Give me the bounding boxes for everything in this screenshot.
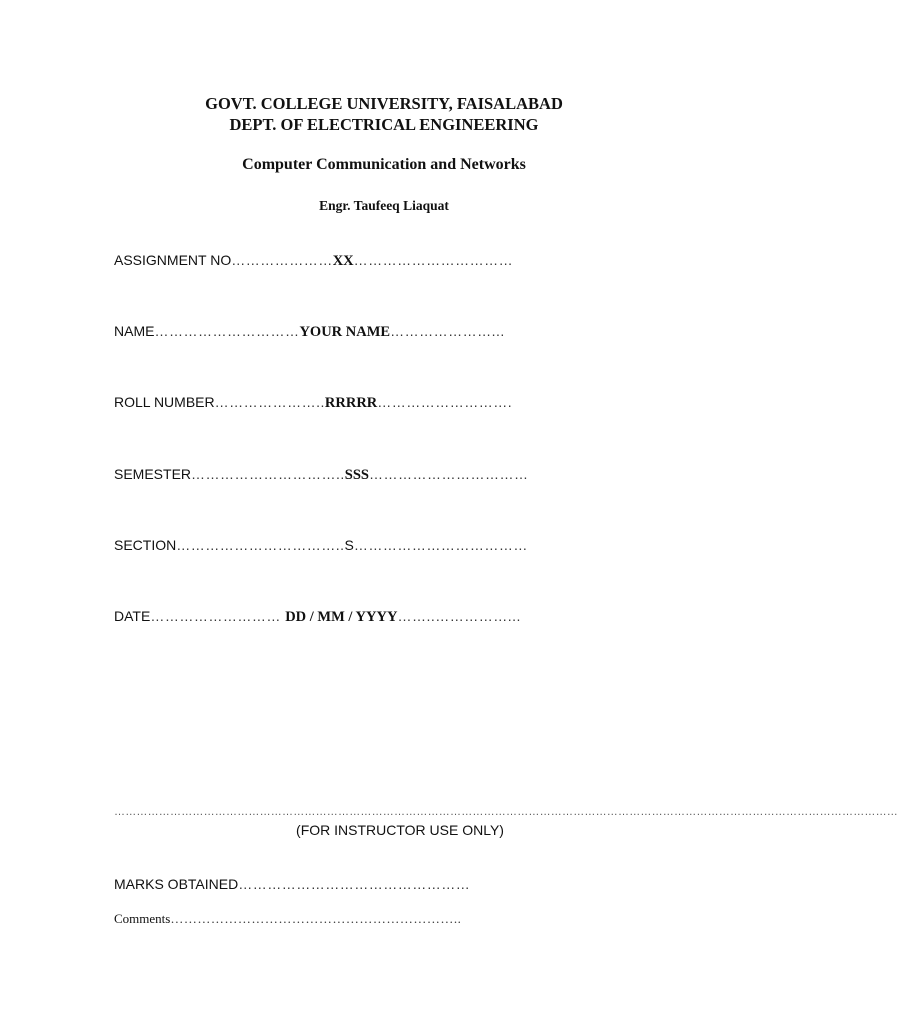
name-field (114, 322, 505, 341)
leader-dots: ………………………… (154, 323, 300, 339)
leader-dots: ……………………………… (353, 537, 528, 553)
roll-number-label: ROLL NUMBER (114, 394, 215, 410)
comments-field (114, 911, 461, 927)
instructor-use-note: (FOR INSTRUCTOR USE ONLY) (296, 822, 504, 838)
section-field (114, 536, 528, 554)
assignment-field (114, 251, 513, 270)
leader-dots: ……………………………………………………….. (170, 911, 462, 926)
marks-label: MARKS OBTAINED (114, 876, 239, 892)
roll-number-field (114, 393, 512, 412)
leader-dots: …………………………… (353, 252, 514, 268)
section-label: SECTION (114, 537, 177, 553)
date-label: DATE (114, 608, 151, 624)
leader-dots: ………………………………………… (238, 876, 471, 892)
leader-dots: ……………………… (150, 608, 286, 624)
date-field (114, 607, 521, 626)
name-label: NAME (114, 323, 155, 339)
leader-dots: ………………… (231, 252, 333, 268)
semester-label: SEMESTER (114, 466, 192, 482)
leader-dots: …………………………….. (176, 537, 345, 553)
course-title: Computer Communication and Networks (242, 156, 526, 173)
section-value: S (344, 537, 354, 553)
name-value: YOUR NAME (299, 324, 391, 340)
semester-value: SSS (344, 467, 369, 483)
leader-dots: ………………….. (214, 394, 325, 410)
date-value: DD / MM / YYYY (285, 609, 398, 625)
marks-field (114, 875, 470, 893)
leader-dots: ………………………. (377, 394, 513, 410)
semester-field (114, 465, 529, 484)
assignment-value: XX (332, 253, 354, 269)
roll-number-value: RRRRR (324, 395, 378, 411)
department-title: DEPT. OF ELECTRICAL ENGINEERING (229, 115, 539, 134)
comments-label: Comments (114, 911, 171, 926)
university-title: GOVT. COLLEGE UNIVERSITY, FAISALABAD (205, 94, 563, 113)
separator-line: ………………………………………………………………………………………………………………………………………………………………………………………… (114, 806, 898, 818)
assignment-label: ASSIGNMENT NO (114, 252, 232, 268)
leader-dots: ……..……………... (397, 608, 521, 624)
leader-dots: …………………………… (369, 466, 529, 482)
leader-dots: ………………………….. (191, 466, 345, 482)
leader-dots: …………………... (390, 323, 505, 339)
instructor-name: Engr. Taufeeq Liaquat (319, 198, 449, 213)
